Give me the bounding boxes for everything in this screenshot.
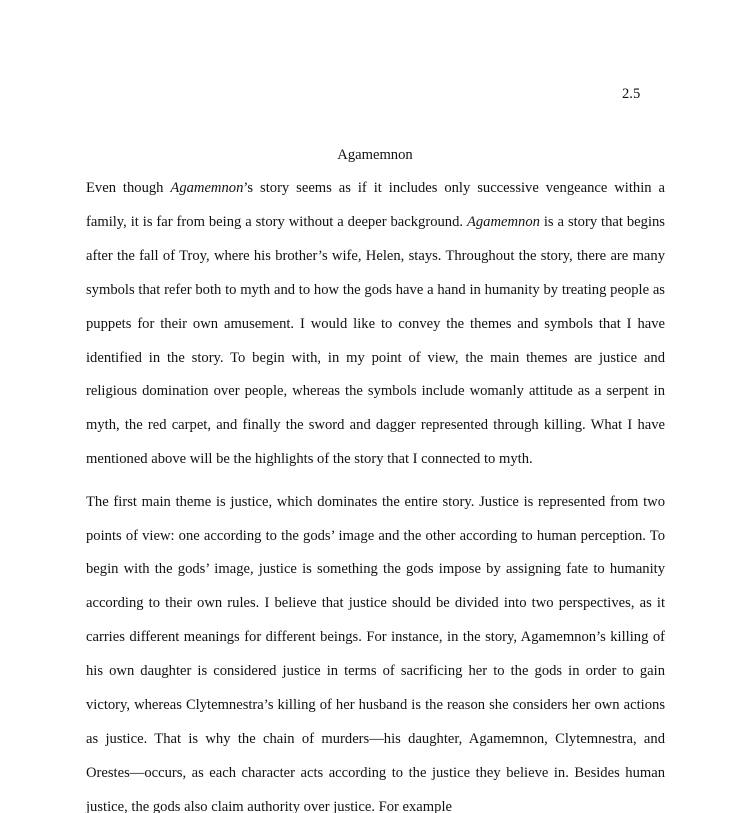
document-title: Agamemnon — [337, 147, 413, 163]
page-number: 2.5 — [622, 86, 641, 102]
text-segment: The first main theme is justice, which dominates the entire story. Justice is represented from two points of view: one according to the gods’ image and the other according to human perception. To begin with the gods’ image, justice is something the gods impose by assigning fate to humanity according to their own rules. I believe that justice should be divided into two perspectives, as it carries different meanings for different beings. For instance, in the story, Agamemnon’s killing of his own daughter is considered justice in terms of sacrificing her to the gods in order to gain victory, whereas Clytemnestra’s killing of her husband is the reason she considers her own actions as justice. That is why the chain of murders—his daughter, Agamemnon, Clytemnestra, and Orestes—occurs, as each character acts according to the justice they believe in. Besides human justice, the gods also claim authority over justice. For example — [86, 493, 665, 813]
paragraph-2 — [86, 486, 665, 813]
text-segment: is a story that begins after the fall of Troy, where his brother’s wife, Helen, stays. Throughout the story, there are many symbols that refer both to myth and to how the gods have a hand in humanity by treating people as puppets for their own amusement. I would like to convey the themes and symbols that I have identified in the story. To begin with, in my point of view, the main themes are justice and religious domination over people, whereas the symbols include womanly attitude as a serpent in myth, the red carpet, and finally the sword and dagger represented through killing. What I have mentioned above will be the highlights of the story that I connected to myth. — [86, 213, 665, 468]
text-segment: Even though — [86, 180, 171, 196]
text-segment: ’s story seems as if it includes only successive vengeance within a family, it is far from being a story without a deeper background. — [86, 180, 665, 230]
italic-title-segment: Agamemnon — [170, 180, 244, 196]
document-body — [86, 172, 665, 813]
paragraph-1 — [86, 172, 665, 477]
italic-title-segment: Agamemnon — [466, 213, 540, 230]
